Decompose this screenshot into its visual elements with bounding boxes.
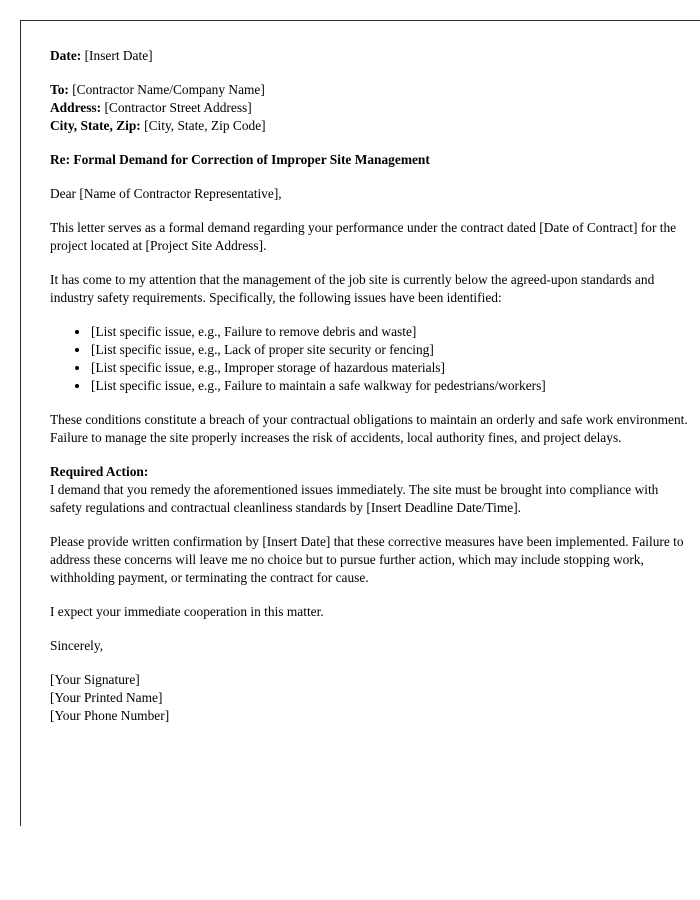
paragraph-confirmation: Please provide written confirmation by [Insert Date] that these corrective measures have been implemented. Failure to address these concerns will leave me no choice but to pursue further action, which may include stopping work, withholding payment, or terminating the contract for cause. [50,534,684,585]
signature-line: [Your Signature] [50,672,140,687]
issue-item: • [List specific issue, e.g., Lack of proper site security or fencing] [90,341,690,359]
address-label: Address: [50,100,102,115]
paragraph-demand: I demand that you remedy the aforementioned issues immediately. The site must be brought into compliance with safety regulations and contractual cleanliness standards by [Insert Deadline Date/Time]. [50,482,659,515]
signature-block [50,671,690,725]
letter-border-box [20,20,700,826]
printed-name-line: [Your Printed Name] [50,690,163,705]
issue-item: • [List specific issue, e.g., Failure to maintain a safe walkway for pedestrians/workers] [90,377,690,395]
date-value: [Insert Date] [84,48,153,63]
to-value: [Contractor Name/Company Name] [72,82,265,97]
paragraph-intro: This letter serves as a formal demand regarding your performance under the contract dated [Date of Contract] for the project located at [Project Site Address]. [50,220,677,253]
address-value: [Contractor Street Address] [104,100,252,115]
to-line [50,81,690,99]
issues-list [50,323,690,395]
address-line [50,99,690,117]
to-label: To: [50,82,69,97]
phone-number-line: [Your Phone Number] [50,708,170,723]
city-state-zip-label: City, State, Zip: [50,118,141,133]
salutation: Dear [Name of Contractor Representative], [50,186,282,201]
issue-item: • [List specific issue, e.g., Failure to remove debris and waste] [90,323,690,341]
subject-line: Re: Formal Demand for Correction of Improper Site Management [50,152,430,167]
required-action-label: Required Action: [50,464,149,479]
recipient-block [50,81,690,135]
date-label: Date: [50,48,82,63]
paragraph-attention: It has come to my attention that the management of the job site is currently below the agreed-upon standards and industry safety requirements. Specifically, the following issues have been identified: [50,272,655,305]
city-state-zip-line [50,117,690,135]
date-line [50,47,690,65]
city-state-zip-value: [City, State, Zip Code] [144,118,266,133]
issue-item: • [List specific issue, e.g., Improper storage of hazardous materials] [90,359,690,377]
closing: Sincerely, [50,638,104,653]
required-action-block [50,463,690,517]
paragraph-breach: These conditions constitute a breach of your contractual obligations to maintain an orderly and safe work environment. Failure to manage the site properly increases the risk of accidents, local authority fines, and project delays. [50,412,688,445]
paragraph-cooperation: I expect your immediate cooperation in this matter. [50,604,324,619]
